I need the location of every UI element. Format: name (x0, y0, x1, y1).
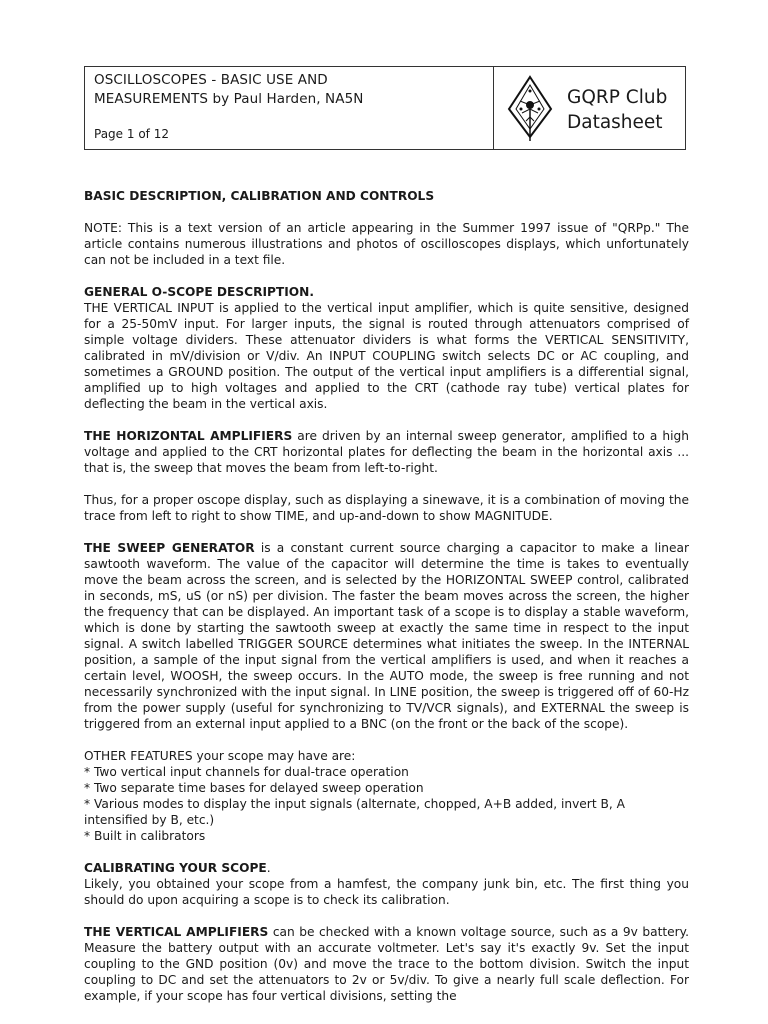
gqrp-logo-icon (506, 75, 554, 143)
calibrating-heading-text: CALIBRATING YOUR SCOPE (84, 861, 267, 875)
document-title-line-2: MEASUREMENTS by Paul Harden, NA5N (94, 91, 364, 107)
header-box (84, 66, 686, 150)
sweep-lead: THE SWEEP GENERATOR (84, 541, 255, 555)
horizontal-body: are driven by an internal sweep generator, amplified to a high voltage and applied to the CRT horizontal plates for deflecting the beam in the horizontal axis ... that is, the sweep that moves the beam from left-to-right. (84, 429, 689, 475)
club-name (567, 85, 667, 135)
general-paragraph: THE VERTICAL INPUT is applied to the vertical input amplifier, which is quite sensitive, designed for a 25-50mV input. For larger inputs, the signal is routed through attenuators comprised of simple voltage dividers. These attenuator dividers is what forms the VERTICAL SENSITIVITY, calibrated in mV/division or V/div. An INPUT COUPLING switch selects DC or AC coupling, and sometimes a GROUND position. The output of the vertical input amplifiers is a differential signal, amplified up to high voltages and applied to the CRT (cathode ray tube) vertical plates for deflecting the beam in the vertical axis. (84, 301, 689, 411)
horizontal-paragraph (84, 428, 689, 476)
list-item: * Two separate time bases for delayed sweep operation (84, 781, 424, 795)
page-number: Page 1 of 12 (94, 127, 169, 141)
thus-paragraph: Thus, for a proper oscope display, such as displaying a sinewave, it is a combination of moving the trace from left to right to show TIME, and up-and-down to show MAGNITUDE. (84, 493, 689, 523)
sweep-body: is a constant current source charging a capacitor to make a linear sawtooth waveform. The value of the capacitor will determine the time is takes to eventually move the beam across the screen, and is selected by the HORIZONTAL SWEEP control, calibrated in seconds, mS, uS (or nS) per division. The faster the beam moves across the screen, the higher the frequency that can be displayed. An important task of a scope is to display a stable waveform, which is done by starting the sawtooth sweep at exactly the same time in respect to the input signal. A switch labelled TRIGGER SOURCE determines what initiates the sweep. In the INTERNAL position, a sample of the input signal from the vertical amplifiers is used, and when it reaches a certain level, WOOSH, the sweep occurs. In the AUTO mode, the sweep is free running and not necessarily synchronized with the input signal. In LINE position, the sweep is triggered off of 60-Hz from the power supply (useful for synchronizing to TV/VCR signals), and EXTERNAL the sweep is triggered from an external input applied to a BNC (on the front or the back of the scope). (84, 541, 689, 731)
vertical-amplifiers-lead: THE VERTICAL AMPLIFIERS (84, 925, 269, 939)
header-club-cell (494, 67, 685, 149)
list-item: * Built in calibrators (84, 829, 206, 843)
general-heading: GENERAL O-SCOPE DESCRIPTION. (84, 285, 314, 299)
list-item: * Two vertical input channels for dual-trace operation (84, 765, 409, 779)
article-body (84, 188, 689, 1020)
club-name-line-1: GQRP Club (567, 87, 668, 108)
header-title-cell (85, 67, 494, 149)
vertical-amplifiers-paragraph (84, 924, 689, 1004)
horizontal-lead: THE HORIZONTAL AMPLIFIERS (84, 429, 293, 443)
note-paragraph: NOTE: This is a text version of an article appearing in the Summer 1997 issue of "QRPp." The article contains numerous illustrations and photos of oscilloscopes displays, which unfortunately can not be included in a text file. (84, 221, 689, 267)
calibrating-heading-dot: . (266, 861, 271, 875)
main-heading: BASIC DESCRIPTION, CALIBRATION AND CONTROLS (84, 189, 435, 203)
calibrating-heading (84, 860, 689, 876)
features-list (84, 764, 689, 844)
list-item: * Various modes to display the input signals (alternate, chopped, A+B added, invert B, A intensified by B, etc.) (84, 797, 625, 827)
document-title-line-1: OSCILLOSCOPES - BASIC USE AND (94, 72, 328, 88)
vertical-amplifiers-body: can be checked with a known voltage source, such as a 9v battery. Measure the battery output with an accurate voltmeter. Let's say it's exactly 9v. Set the input coupling to the GND position (0v) and move the trace to the bottom division. Switch the input coupling to DC and set the attenuators to 2v or 5v/div. To give a nearly full scale deflection. For example, if your scope has four vertical divisions, setting the (84, 925, 689, 1003)
sweep-paragraph (84, 540, 689, 732)
club-name-line-2: Datasheet (567, 112, 663, 133)
features-intro: OTHER FEATURES your scope may have are: (84, 749, 356, 763)
calibrating-paragraph: Likely, you obtained your scope from a hamfest, the company junk bin, etc. The first thing you should do upon acquiring a scope is to check its calibration. (84, 877, 689, 907)
